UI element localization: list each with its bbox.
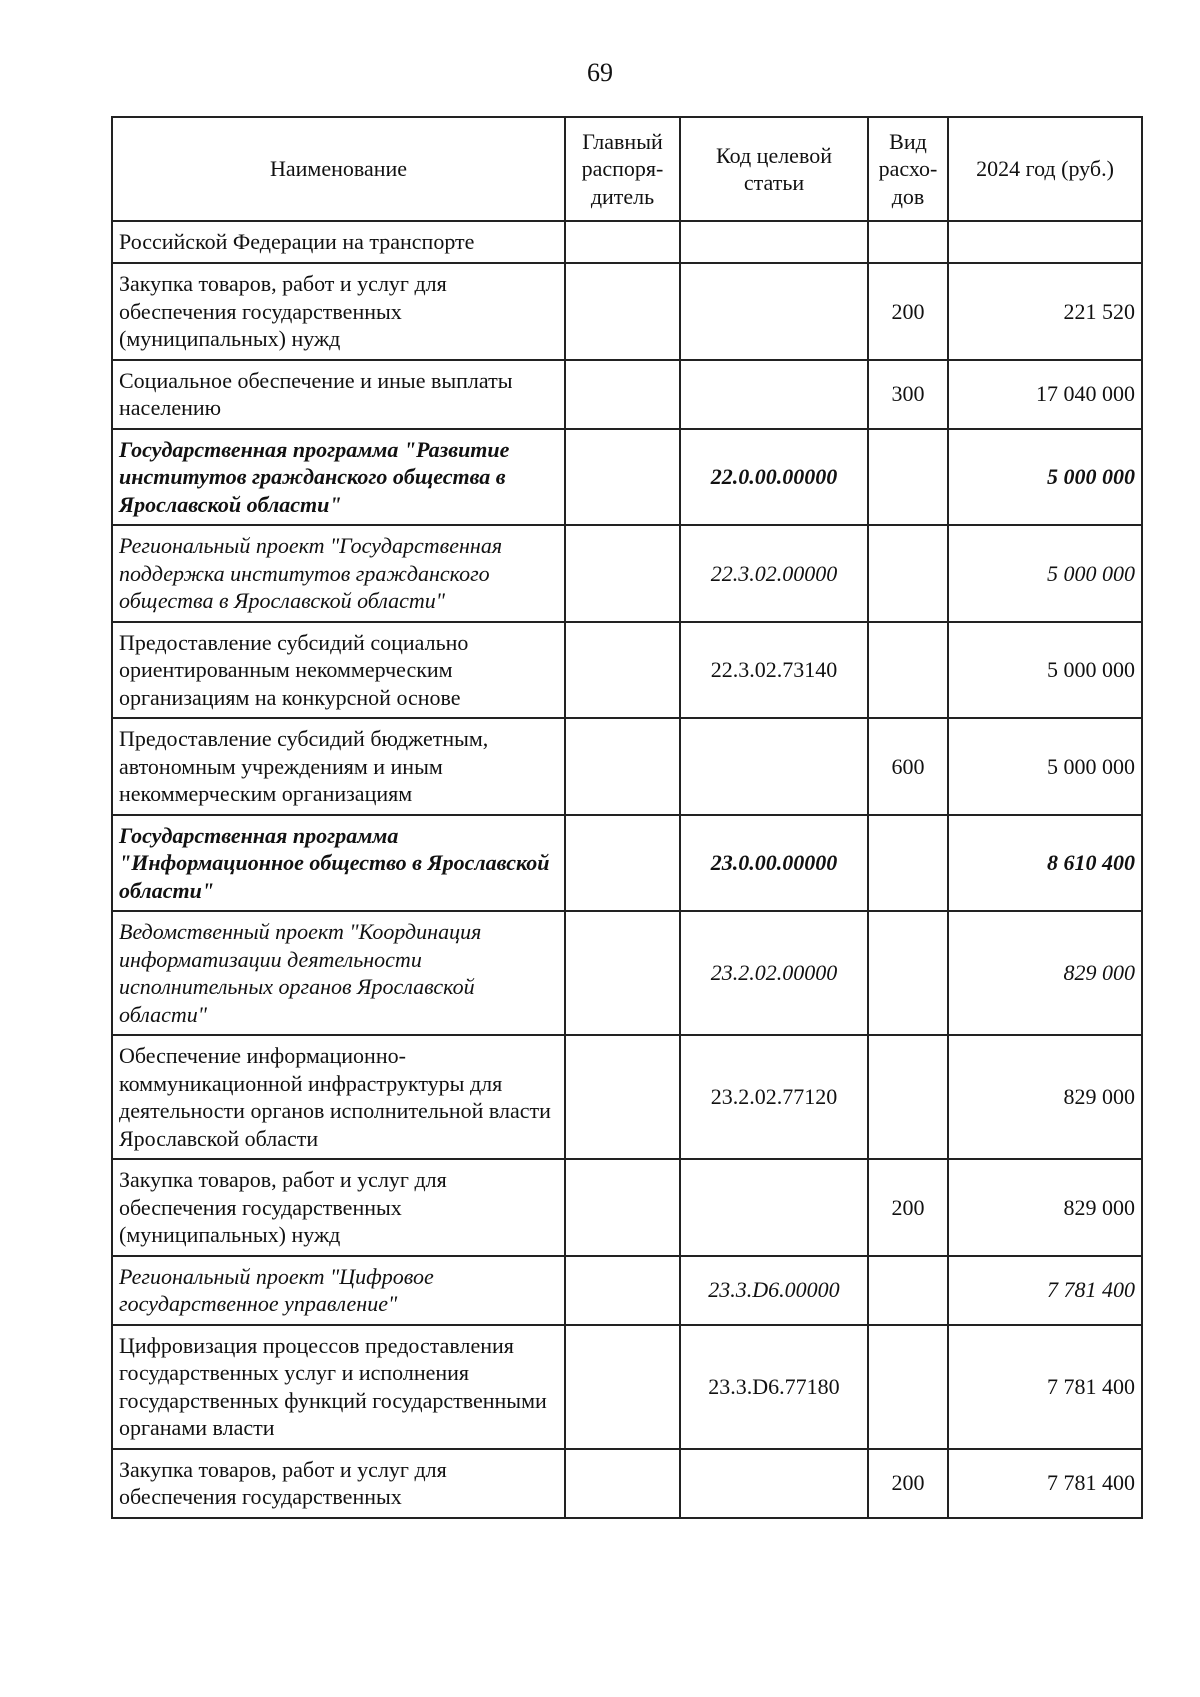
table-row bbox=[112, 1449, 1142, 1518]
cell-target-code: 23.0.00.00000 bbox=[680, 815, 868, 912]
cell-expense-type: 200 bbox=[868, 1449, 948, 1518]
cell-name: Государственная программа "Развитие институтов гражданского общества в Ярославской области" bbox=[112, 429, 565, 526]
cell-expense-type bbox=[868, 1325, 948, 1449]
header-name: Наименование bbox=[112, 117, 565, 221]
cell-main-manager bbox=[565, 263, 680, 360]
cell-name: Ведомственный проект "Координация информатизации деятельности исполнительных органов Ярославской области" bbox=[112, 911, 565, 1035]
table-row bbox=[112, 1256, 1142, 1325]
cell-target-code: 23.2.02.00000 bbox=[680, 911, 868, 1035]
table-row bbox=[112, 1035, 1142, 1159]
header-expense-type: Вид расхо-дов bbox=[868, 117, 948, 221]
table-row bbox=[112, 718, 1142, 815]
cell-name: Цифровизация процессов предоставления государственных услуг и исполнения государственных функций государственными органами власти bbox=[112, 1325, 565, 1449]
cell-target-code bbox=[680, 1159, 868, 1256]
cell-name: Закупка товаров, работ и услуг для обеспечения государственных (муниципальных) нужд bbox=[112, 263, 565, 360]
cell-main-manager bbox=[565, 718, 680, 815]
cell-target-code: 23.2.02.77120 bbox=[680, 1035, 868, 1159]
table-row bbox=[112, 815, 1142, 912]
cell-name: Социальное обеспечение и иные выплаты населению bbox=[112, 360, 565, 429]
cell-main-manager bbox=[565, 1256, 680, 1325]
cell-amount: 7 781 400 bbox=[948, 1256, 1142, 1325]
cell-main-manager bbox=[565, 911, 680, 1035]
table-header-row bbox=[112, 117, 1142, 221]
cell-name: Российской Федерации на транспорте bbox=[112, 221, 565, 263]
cell-name: Предоставление субсидий социально ориентированным некоммерческим организациям на конкурсной основе bbox=[112, 622, 565, 719]
cell-amount: 5 000 000 bbox=[948, 718, 1142, 815]
budget-table bbox=[111, 116, 1143, 1519]
cell-name: Предоставление субсидий бюджетным, автономным учреждениям и иным некоммерческим организациям bbox=[112, 718, 565, 815]
cell-amount: 7 781 400 bbox=[948, 1449, 1142, 1518]
cell-target-code bbox=[680, 1449, 868, 1518]
cell-main-manager bbox=[565, 1449, 680, 1518]
cell-target-code bbox=[680, 263, 868, 360]
cell-target-code: 23.3.D6.00000 bbox=[680, 1256, 868, 1325]
cell-main-manager bbox=[565, 360, 680, 429]
cell-name: Региональный проект "Государственная поддержка институтов гражданского общества в Ярославской области" bbox=[112, 525, 565, 622]
cell-expense-type: 200 bbox=[868, 1159, 948, 1256]
cell-main-manager bbox=[565, 221, 680, 263]
cell-expense-type bbox=[868, 221, 948, 263]
table-row bbox=[112, 263, 1142, 360]
cell-expense-type bbox=[868, 815, 948, 912]
cell-name: Закупка товаров, работ и услуг для обеспечения государственных bbox=[112, 1449, 565, 1518]
cell-amount: 829 000 bbox=[948, 1159, 1142, 1256]
cell-target-code: 22.0.00.00000 bbox=[680, 429, 868, 526]
cell-expense-type bbox=[868, 622, 948, 719]
table-row bbox=[112, 622, 1142, 719]
cell-name: Закупка товаров, работ и услуг для обеспечения государственных (муниципальных) нужд bbox=[112, 1159, 565, 1256]
cell-target-code bbox=[680, 360, 868, 429]
table-row bbox=[112, 1159, 1142, 1256]
cell-amount: 17 040 000 bbox=[948, 360, 1142, 429]
cell-target-code bbox=[680, 718, 868, 815]
cell-expense-type bbox=[868, 1256, 948, 1325]
table-row bbox=[112, 911, 1142, 1035]
header-target-code: Код целевой статьи bbox=[680, 117, 868, 221]
cell-name: Государственная программа "Информационное общество в Ярославской области" bbox=[112, 815, 565, 912]
cell-amount: 5 000 000 bbox=[948, 622, 1142, 719]
cell-amount: 829 000 bbox=[948, 911, 1142, 1035]
cell-expense-type bbox=[868, 525, 948, 622]
cell-amount: 5 000 000 bbox=[948, 525, 1142, 622]
cell-expense-type: 600 bbox=[868, 718, 948, 815]
table-row bbox=[112, 360, 1142, 429]
cell-target-code bbox=[680, 221, 868, 263]
cell-name: Обеспечение информационно-коммуникационной инфраструктуры для деятельности органов исполнительной власти Ярославской области bbox=[112, 1035, 565, 1159]
cell-target-code: 23.3.D6.77180 bbox=[680, 1325, 868, 1449]
table-row bbox=[112, 221, 1142, 263]
cell-main-manager bbox=[565, 622, 680, 719]
cell-main-manager bbox=[565, 429, 680, 526]
cell-main-manager bbox=[565, 1159, 680, 1256]
cell-main-manager bbox=[565, 815, 680, 912]
cell-amount: 829 000 bbox=[948, 1035, 1142, 1159]
cell-amount: 5 000 000 bbox=[948, 429, 1142, 526]
table-row bbox=[112, 1325, 1142, 1449]
cell-amount: 221 520 bbox=[948, 263, 1142, 360]
cell-amount: 8 610 400 bbox=[948, 815, 1142, 912]
cell-expense-type bbox=[868, 429, 948, 526]
header-amount: 2024 год (руб.) bbox=[948, 117, 1142, 221]
cell-main-manager bbox=[565, 1325, 680, 1449]
cell-expense-type: 300 bbox=[868, 360, 948, 429]
cell-expense-type: 200 bbox=[868, 263, 948, 360]
cell-amount bbox=[948, 221, 1142, 263]
cell-target-code: 22.3.02.00000 bbox=[680, 525, 868, 622]
table-row bbox=[112, 429, 1142, 526]
cell-main-manager bbox=[565, 525, 680, 622]
cell-expense-type bbox=[868, 1035, 948, 1159]
cell-target-code: 22.3.02.73140 bbox=[680, 622, 868, 719]
cell-expense-type bbox=[868, 911, 948, 1035]
cell-main-manager bbox=[565, 1035, 680, 1159]
cell-name: Региональный проект "Цифровое государственное управление" bbox=[112, 1256, 565, 1325]
cell-amount: 7 781 400 bbox=[948, 1325, 1142, 1449]
header-main-manager: Главный распоря-дитель bbox=[565, 117, 680, 221]
table-row bbox=[112, 525, 1142, 622]
page-number: 69 bbox=[587, 58, 613, 87]
